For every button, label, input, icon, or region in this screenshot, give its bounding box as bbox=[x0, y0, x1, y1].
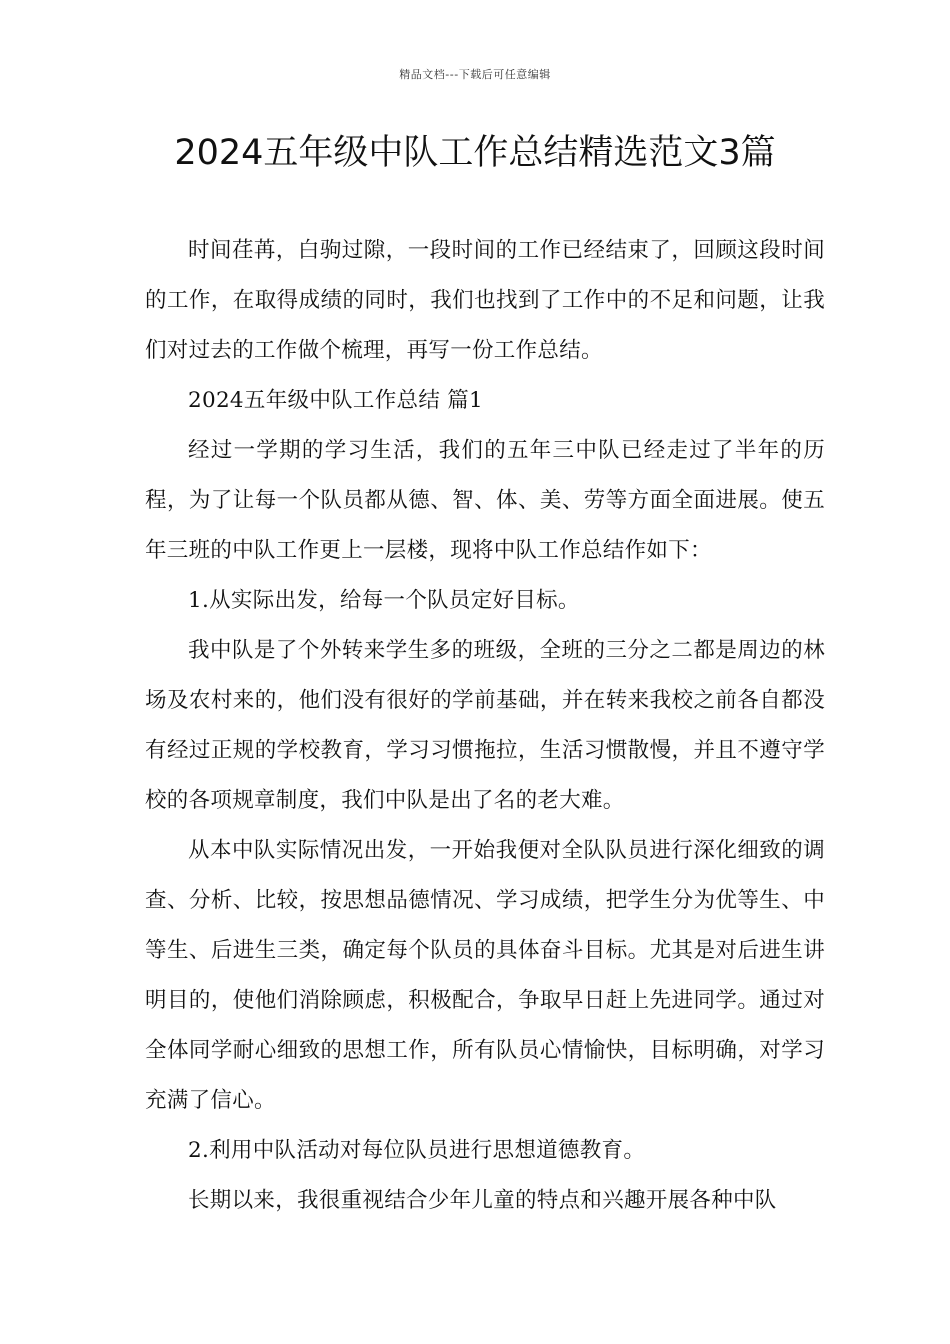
paragraph-intro: 时间荏苒，白驹过隙，一段时间的工作已经结束了，回顾这段时间的工作，在取得成绩的同时，我们也找到了工作中的不足和问题，让我们对过去的工作做个梳理，再写一份工作总结。 bbox=[145, 238, 825, 363]
paragraph: 经过一学期的学习生活，我们的五年三中队已经走过了半年的历程，为了让每一个队员都从德、智、体、美、劳等方面全面进展。使五年三班的中队工作更上一层楼，现将中队工作总结作如下： bbox=[145, 438, 825, 563]
paragraph: 我中队是了个外转来学生多的班级，全班的三分之二都是周边的林场及农村来的，他们没有很好的学前基础，并在转来我校之前各自都没有经过正规的学校教育，学习习惯拖拉，生活习惯散慢，并且不遵守学校的各项规章制度，我们中队是出了名的老大难。 bbox=[145, 638, 825, 813]
document-title: 2024五年级中队工作总结精选范文3篇 bbox=[174, 133, 776, 173]
section-heading: 2024五年级中队工作总结 篇1 bbox=[188, 388, 484, 413]
numbered-point: 2.利用中队活动对每位队员进行思想道德教育。 bbox=[188, 1138, 646, 1163]
header-note: 精品文档---下载后可任意编辑 bbox=[399, 68, 551, 81]
document-body bbox=[145, 226, 825, 1226]
paragraph: 从本中队实际情况出发，一开始我便对全队队员进行深化细致的调查、分析、比较，按思想品德情况、学习成绩，把学生分为优等生、中等生、后进生三类，确定每个队员的具体奋斗目标。尤其是对后进生讲明目的，使他们消除顾虑，积极配合，争取早日赶上先进同学。通过对全体同学耐心细致的思想工作，所有队员心情愉快，目标明确，对学习充满了信心。 bbox=[145, 838, 825, 1113]
paragraph: 长期以来，我很重视结合少年儿童的特点和兴趣开展各种中队 bbox=[188, 1188, 777, 1213]
numbered-point: 1.从实际出发，给每一个队员定好目标。 bbox=[188, 588, 580, 613]
